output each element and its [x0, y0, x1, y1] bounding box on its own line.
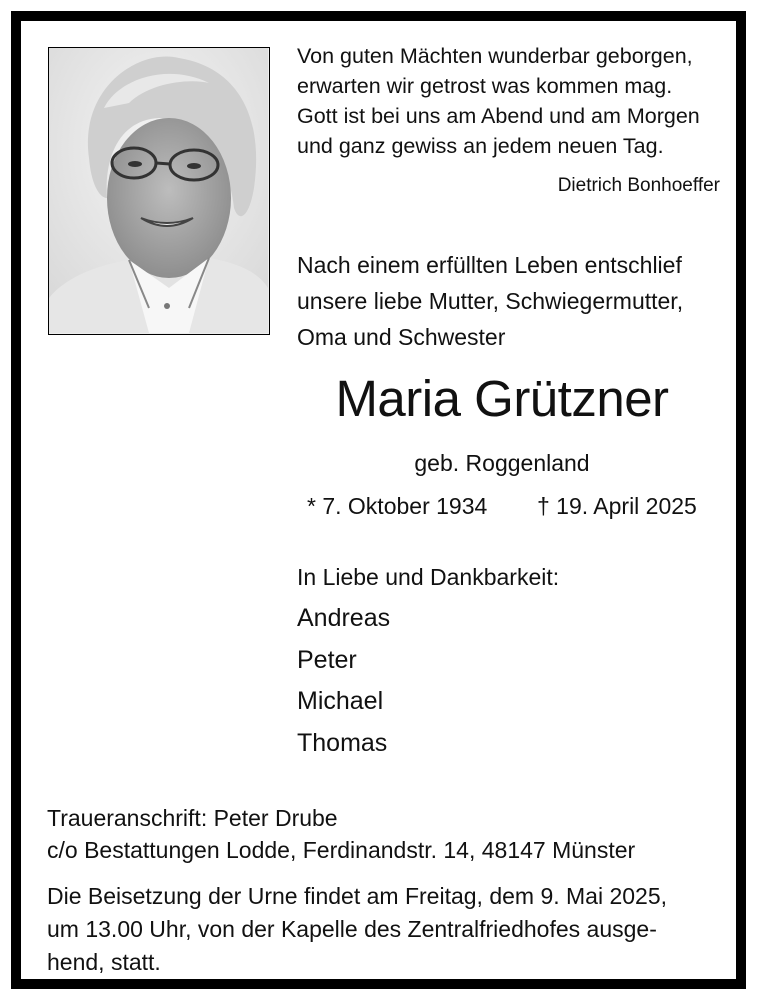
- portrait-photo: [48, 47, 270, 335]
- address-line: c/o Bestattungen Lodde, Ferdinandstr. 14, 48147 Münster: [47, 837, 636, 863]
- mourners-heading: In Liebe und Dankbarkeit:: [297, 564, 560, 590]
- birth-date: * 7. Oktober 1934: [307, 493, 488, 519]
- mourners-list: [297, 598, 390, 764]
- mourning-address: [47, 802, 737, 866]
- poem-line: Von guten Mächten wunderbar geborgen,: [297, 44, 693, 68]
- intro-line: Nach einem erfüllten Leben entschlief: [297, 252, 682, 278]
- obituary-frame: [11, 11, 746, 989]
- poem-line: und ganz gewiss an jedem neuen Tag.: [297, 134, 664, 158]
- funeral-notice: [47, 880, 737, 979]
- mourner-name: Thomas: [297, 728, 388, 757]
- intro-line: unsere liebe Mutter, Schwiegermutter,: [297, 288, 684, 314]
- birth-name: geb. Roggenland: [414, 450, 590, 476]
- poem-line: Gott ist bei uns am Abend und am Morgen: [297, 104, 700, 128]
- intro-text: [297, 247, 737, 355]
- mourner-name: Andreas: [297, 604, 391, 632]
- funeral-line: um 13.00 Uhr, von der Kapelle des Zentralfriedhofes ausge-: [47, 916, 657, 942]
- deceased-name: Maria Grützner: [335, 370, 669, 427]
- poem: [297, 41, 737, 161]
- funeral-line: Die Beisetzung der Urne findet am Freitag, dem 9. Mai 2025,: [47, 883, 668, 909]
- address-line: Traueranschrift: Peter Drube: [47, 805, 338, 831]
- portrait-image: [49, 48, 268, 333]
- mourner-name: Peter: [297, 645, 357, 674]
- funeral-line: hend, statt.: [47, 949, 161, 975]
- death-date: † 19. April 2025: [537, 493, 697, 519]
- mourner-name: Michael: [297, 687, 384, 715]
- intro-line: Oma und Schwester: [297, 324, 506, 350]
- poem-line: erwarten wir getrost was kommen mag.: [297, 74, 673, 98]
- poem-author: Dietrich Bonhoeffer: [557, 175, 720, 196]
